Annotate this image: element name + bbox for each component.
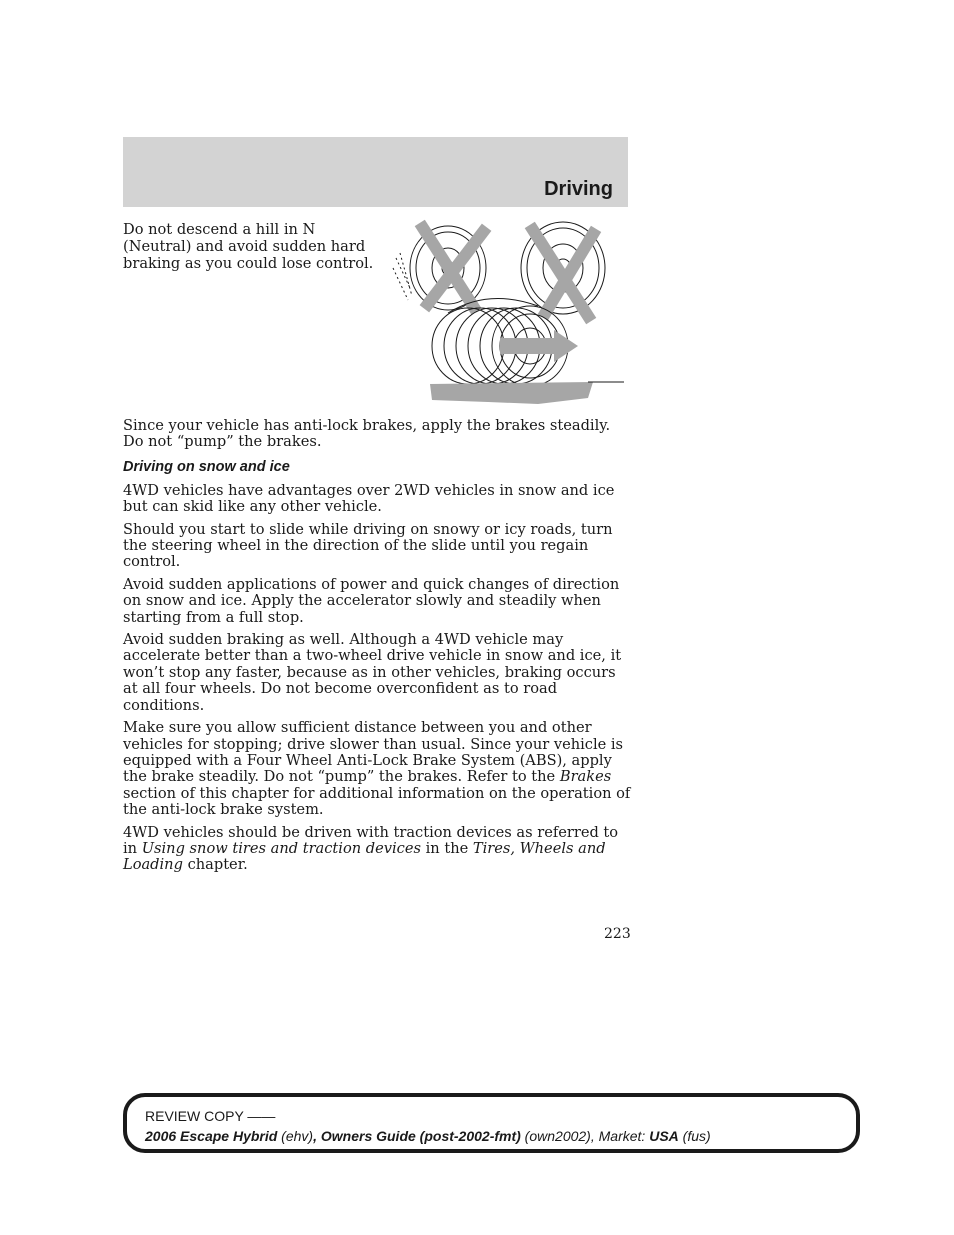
paragraph-5-text-a: Make sure you allow sufficient distance between you and other vehicles for stopping; drive slower than usual. Since your vehicle is equipped with a Four Wheel Anti-Lock Brake System (ABS), apply the brake steadily. Do not “pump” the brakes. Refer to the	[123, 719, 624, 786]
paragraph-6	[123, 825, 633, 874]
guide-code: (own2002)	[520, 1128, 591, 1144]
paragraph-4: Avoid sudden braking as well. Although a 4WD vehicle may accelerate better than a two-wheel drive vehicle in snow and ice, it won’t stop any faster, because as in other vehicles, braking occurs at all four wheels. Do not become overconfident as to road conditions.	[123, 631, 622, 714]
heading-snow-ice: Driving on snow and ice	[123, 458, 290, 475]
intro-text: Do not descend a hill in N (Neutral) and avoid sudden hard braking as you could lose control.	[123, 221, 374, 272]
review-copy-label: REVIEW COPY ——	[145, 1108, 276, 1124]
separator-1: ,	[313, 1128, 321, 1144]
separator-2: , Market:	[590, 1128, 650, 1144]
paragraph-1: 4WD vehicles have advantages over 2WD vehicles in snow and ice but can skid like any other vehicle.	[123, 481, 615, 516]
road-surface	[430, 382, 624, 404]
paragraph-5	[123, 720, 633, 818]
section-header-band	[123, 137, 628, 207]
paragraph-6-text-e: chapter.	[182, 856, 248, 874]
cross-icon-right	[533, 230, 593, 316]
main-content	[123, 418, 633, 880]
snow-tires-reference: Using snow tires and traction devices	[141, 839, 421, 857]
review-copy-footer	[123, 1093, 860, 1153]
document-info-line	[145, 1128, 711, 1144]
section-title: Driving	[544, 178, 613, 200]
paragraph-6-text-a: 4WD vehicles should be driven with traction devices as referred to in	[123, 823, 619, 857]
paragraph-5-text-c: section of this chapter for additional information on the operation of the anti-lock brake system.	[123, 784, 631, 819]
wheel-braking-illustration	[388, 218, 628, 408]
page-number: 223	[604, 926, 631, 942]
tires-chapter-reference: Tires, Wheels and Loading	[123, 839, 606, 874]
paragraph-3: Avoid sudden applications of power and quick changes of direction on snow and ice. Apply the accelerator slowly and steadily when starting from a full stop.	[123, 575, 620, 626]
paragraph-2: Should you start to slide while driving on snowy or icy roads, turn the steering wheel in the direction of the slide until you regain control.	[123, 520, 613, 571]
abs-paragraph: Since your vehicle has anti-lock brakes, apply the brakes steadily. Do not “pump” the brakes.	[123, 417, 611, 451]
model-code: (ehv)	[277, 1128, 314, 1144]
market-code: (fus)	[678, 1128, 711, 1144]
model-name: 2006 Escape Hybrid	[145, 1128, 278, 1144]
paragraph-6-text-c: in the	[420, 839, 473, 857]
guide-name: Owners Guide (post-2002-fmt)	[320, 1128, 521, 1144]
market-name: USA	[649, 1128, 679, 1144]
brakes-reference: Brakes	[559, 768, 612, 786]
